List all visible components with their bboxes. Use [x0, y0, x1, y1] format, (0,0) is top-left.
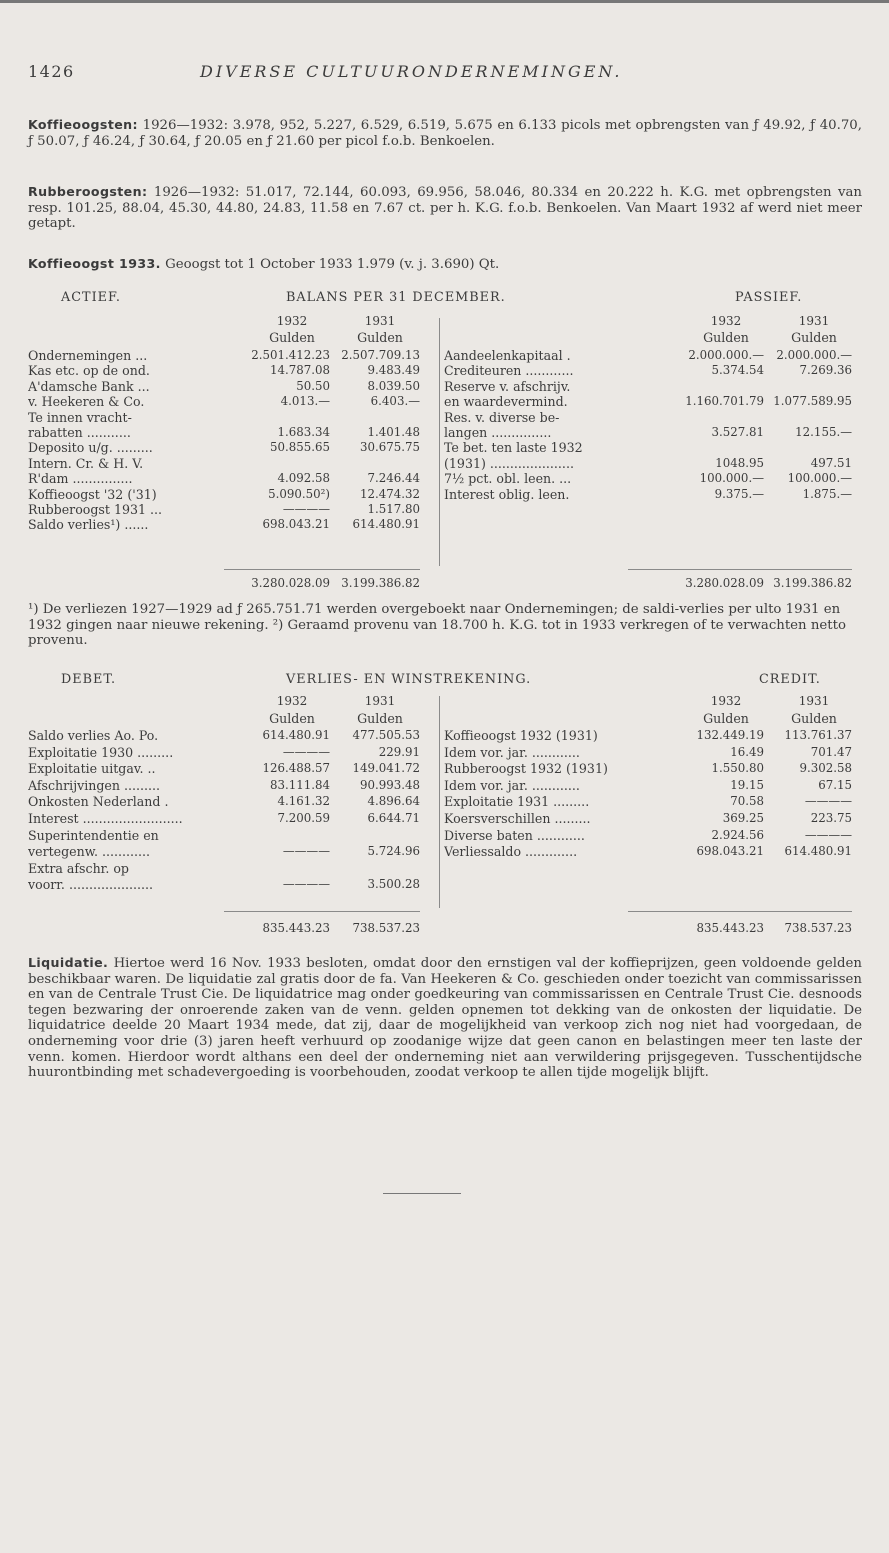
verlies-row-value-1931: 701.47 [810, 744, 852, 759]
verlies-row-value-1931: 477.505.53 [352, 728, 420, 742]
balans-row-label: 7½ pct. obl. leen. ... [444, 471, 572, 487]
balans-row-value-1932: 14.787.08 [269, 363, 330, 378]
balans-right-total-rule [628, 569, 852, 570]
verlies-row-value-1932: 1.550.80 [711, 761, 764, 776]
verlies-right-year-1931: 1931 [798, 694, 830, 708]
verlies-row-label: vertegenw. ............ [28, 844, 151, 860]
verlies-row-value-1932: 19.15 [730, 777, 764, 792]
balans-total-left-1931: 3.199.386.82 [341, 576, 420, 590]
verlies-row-label: Exploitatie 1930 ......... [28, 744, 174, 760]
balans-row-label: Kas etc. op de ond. [28, 363, 150, 379]
verlies-row-value-1932: 614.480.91 [262, 728, 330, 742]
verlies-row-value-1932: 369.25 [722, 811, 764, 825]
balans-row-value-1931: 8.039.50 [367, 378, 420, 393]
balans-row-value-1932: 698.043.21 [262, 517, 330, 532]
balans-row-value-1931: 497.51 [810, 455, 852, 470]
verlies-total-right-1932: 835.443.23 [696, 921, 764, 935]
verlies-row-label: voorr. ..................... [28, 877, 154, 893]
balans-row-label: en waardevermind. [444, 394, 568, 410]
balans-row-value-1932: 2.501.412.23 [251, 348, 330, 362]
balans-row-label: Interest oblig. leen. [444, 486, 570, 502]
verlies-row-value-1932: 83.111.84 [269, 777, 330, 792]
verlies-debet-heading: DEBET. [61, 672, 117, 687]
balans-row-value-1932: 1.683.34 [277, 425, 330, 439]
balans-row-label: Aandeelenkapitaal . [444, 348, 571, 363]
balans-row-value-1932: 50.855.65 [269, 440, 330, 455]
balans-row-label: v. Heekeren & Co. [28, 394, 145, 410]
balans-total-right-1931: 3.199.386.82 [773, 576, 852, 590]
balans-title: BALANS PER 31 DECEMBER. [286, 290, 506, 305]
balans-right-unit-1932: Gulden [703, 330, 749, 345]
verlies-row-value-1931: ———— [804, 827, 852, 842]
verlies-row-value-1932: 4.161.32 [277, 794, 330, 809]
verlies-total-left-1931: 738.537.23 [352, 921, 420, 935]
koffieoogst-1933-label: Koffieoogst 1933. [28, 256, 161, 271]
liquidatie-text: Hiertoe werd 16 Nov. 1933 besloten, omdat door den ernstigen val der koffieprijzen, geen voldoende gelden beschikbaar waren. De liquidatie zal gratis door de fa. Van Heekeren & Co. geschieden onder toezicht van commissarissen en van de Centrale Trust Cie. De liquidatrice mag onder goedkeuring van commissarissen en Centrale Trust Cie. desnoods tegen bezwaring der onroerende zaken van de venn. gelden opnemen tot dekking van de onkosten der liquidatie. De liquidatrice deelde 20 Maart 1934 mede, dat zij, daar de mogelijkheid van verkoop zich nog niet had voorgedaan, de onderneming voor drie (3) jaren heeft verhuurd op zoodanige wijze dat geen canon en belastingen meer ten laste der venn. komen. Hierdoor wordt althans een deel der onderneming niet aan verwildering prijsgegeven. Tusschentijdsche huurontbinding met schadevergoeding is voorbehouden, zoodat verkoop te allen tijde mogelijk blijft. [28, 956, 862, 1081]
rubberoogsten-label: Rubberoogsten: [28, 184, 148, 199]
verlies-row-value-1931: 149.041.72 [352, 761, 420, 776]
balans-left-year-1931: 1931 [364, 314, 396, 328]
verlies-row-label: Idem vor. jar. ............ [444, 744, 580, 760]
verlies-row-label: Onkosten Nederland . [28, 794, 169, 810]
verlies-row-value-1932: ———— [282, 844, 330, 859]
liquidatie-paragraph [28, 955, 862, 1081]
koffieoogst-1933-paragraph [28, 256, 862, 273]
balans-row-label: R'dam ............... [28, 471, 133, 487]
verlies-row-value-1931: 229.91 [378, 744, 420, 759]
balans-row-label: Deposito u/g. ......... [28, 440, 153, 456]
verlies-title: VERLIES- EN WINSTREKENING. [286, 672, 532, 687]
verlies-row-label: Rubberoogst 1932 (1931) [444, 761, 608, 777]
verlies-left-total-rule [224, 911, 420, 912]
verlies-right-year-1932: 1932 [710, 694, 742, 708]
verlies-row-value-1931: 614.480.91 [784, 844, 852, 859]
page-number: 1426 [28, 62, 75, 81]
verlies-row-value-1932: 2.924.56 [711, 827, 764, 842]
balans-total-right-1932: 3.280.028.09 [685, 576, 764, 590]
verlies-row-value-1931: 9.302.58 [799, 761, 852, 776]
balans-row-value-1932: 4.013.— [280, 394, 330, 409]
rubberoogsten-text: 1926—1932: 51.017, 72.144, 60.093, 69.956, 58.046, 80.334 en 20.222 h. K.G. met opbrengsten van resp. 101.25, 88.04, 45.30, 44.80, 24.83, 11.58 en 7.67 ct. per h. K.G. f.o.b. Benkoelen. Van Maart 1932 af werd niet meer getapt. [28, 185, 862, 232]
koffieoogsten-label: Koffieoogsten: [28, 117, 138, 132]
balans-row-value-1931: 2.507.709.13 [341, 348, 420, 362]
balans-row-value-1932: 1048.95 [715, 455, 764, 470]
verlies-row-value-1932: 132.449.19 [696, 728, 764, 742]
verlies-row-value-1931: 223.75 [810, 811, 852, 825]
balans-total-left-1932: 3.280.028.09 [251, 576, 330, 590]
balans-row-value-1932: 4.092.58 [277, 471, 330, 486]
balans-row-label: Res. v. diverse be- [444, 409, 560, 425]
balans-row-label: Te bet. ten laste 1932 [444, 440, 583, 456]
rubberoogsten-paragraph [28, 184, 862, 232]
verlies-row-value-1932: 7.200.59 [277, 811, 330, 825]
balans-column-divider [439, 318, 440, 566]
verlies-row-label: Exploitatie uitgav. .. [28, 761, 156, 777]
balans-row-label: Koffieoogst '32 ('31) [28, 486, 157, 502]
verlies-total-left-1932: 835.443.23 [262, 921, 330, 935]
verlies-row-value-1932: ———— [282, 744, 330, 759]
verlies-row-value-1932: 70.58 [730, 794, 764, 809]
balans-row-label: Intern. Cr. & H. V. [28, 455, 144, 471]
balans-row-value-1931: 1.517.80 [367, 502, 420, 516]
verlies-row-value-1932: 126.488.57 [262, 761, 330, 776]
balans-row-value-1931: 1.875.— [802, 486, 852, 501]
verlies-row-label: Saldo verlies Ao. Po. [28, 728, 159, 743]
running-title: DIVERSE CULTUURONDERNEMINGEN. [200, 62, 623, 81]
verlies-row-label: Verliessaldo ............. [444, 844, 578, 860]
balans-left-unit-1932: Gulden [269, 330, 315, 345]
verlies-left-unit-1932: Gulden [269, 711, 315, 726]
balans-row-value-1932: 50.50 [296, 378, 330, 393]
verlies-row-label: Interest ......................... [28, 811, 183, 826]
balans-row-value-1931: 12.474.32 [359, 486, 420, 501]
verlies-row-value-1932: ———— [282, 877, 330, 892]
verlies-row-value-1931: ———— [804, 794, 852, 809]
balans-row-value-1932: ———— [282, 502, 330, 516]
page-header [28, 62, 862, 86]
verlies-row-label: Exploitatie 1931 ......... [444, 794, 590, 810]
balans-right-year-1931: 1931 [798, 314, 830, 328]
balans-table [28, 290, 862, 595]
balans-row-value-1932: 100.000.— [699, 471, 764, 486]
balans-row-value-1931: 12.155.— [795, 425, 852, 439]
verlies-winst-table [28, 672, 862, 944]
balans-row-value-1931: 1.077.589.95 [773, 394, 852, 409]
balans-passief-heading: PASSIEF. [735, 290, 803, 305]
balans-left-unit-1931: Gulden [357, 330, 403, 345]
koffieoogst-1933-text: Geoogst tot 1 October 1933 1.979 (v. j. 3.690) Qt. [165, 257, 500, 272]
verlies-right-unit-1932: Gulden [703, 711, 749, 726]
verlies-right-total-rule [628, 911, 852, 912]
balans-row-value-1931: 7.269.36 [799, 363, 852, 378]
verlies-row-value-1931: 6.644.71 [367, 811, 420, 825]
balans-row-value-1932: 5.090.50²) [268, 486, 330, 501]
balans-row-value-1931: 30.675.75 [359, 440, 420, 455]
balans-row-label: Crediteuren ............ [444, 363, 574, 379]
page-top-rule [0, 0, 889, 3]
balans-row-label: Saldo verlies¹) ...... [28, 517, 149, 533]
end-separator [383, 1193, 461, 1194]
verlies-row-label: Koersverschillen ......... [444, 811, 591, 826]
balans-right-unit-1931: Gulden [791, 330, 837, 345]
balans-row-label: Te innen vracht- [28, 409, 132, 425]
verlies-row-label: Koffieoogst 1932 (1931) [444, 728, 598, 743]
balans-row-label: A'damsche Bank ... [28, 378, 150, 394]
verlies-row-label: Superintendentie en [28, 827, 159, 843]
balans-actief-heading: ACTIEF. [61, 290, 121, 305]
balans-row-value-1931: 2.000.000.— [776, 348, 852, 362]
balans-row-value-1931: 614.480.91 [352, 517, 420, 532]
balans-row-value-1932: 5.374.54 [711, 363, 764, 378]
verlies-row-label: Afschrijvingen ......... [28, 777, 161, 793]
balans-row-label: Ondernemingen ... [28, 348, 148, 363]
verlies-left-unit-1931: Gulden [357, 711, 403, 726]
balans-row-value-1931: 9.483.49 [367, 363, 420, 378]
balans-row-label: (1931) ..................... [444, 455, 574, 471]
verlies-row-value-1932: 698.043.21 [696, 844, 764, 859]
balans-row-label: rabatten ........... [28, 425, 131, 440]
balans-row-value-1932: 2.000.000.— [688, 348, 764, 362]
verlies-left-year-1931: 1931 [364, 694, 396, 708]
balans-row-value-1931: 100.000.— [787, 471, 852, 486]
verlies-row-label: Idem vor. jar. ............ [444, 777, 580, 793]
balans-row-value-1932: 1.160.701.79 [685, 394, 764, 409]
balans-row-value-1931: 6.403.— [370, 394, 420, 409]
verlies-row-value-1931: 4.896.64 [367, 794, 420, 809]
balans-row-value-1931: 7.246.44 [367, 471, 420, 486]
balans-row-label: langen ............... [444, 425, 552, 440]
balans-row-label: Reserve v. afschrijv. [444, 378, 571, 394]
verlies-right-unit-1931: Gulden [791, 711, 837, 726]
verlies-left-year-1932: 1932 [276, 694, 308, 708]
balans-row-value-1932: 3.527.81 [711, 425, 764, 439]
verlies-row-value-1931: 90.993.48 [359, 777, 420, 792]
balans-right-year-1932: 1932 [710, 314, 742, 328]
koffieoogsten-text: 1926—1932: 3.978, 952, 5.227, 6.529, 6.519, 5.675 en 6.133 picols met opbrengsten van ƒ 49.92, ƒ 40.70, ƒ 50.07, ƒ 46.24, ƒ 30.64, ƒ 20.05 en ƒ 21.60 per picol f.o.b. Benkoelen. [28, 118, 862, 149]
balans-left-total-rule [224, 569, 420, 570]
verlies-row-value-1931: 113.761.37 [784, 728, 852, 742]
verlies-row-value-1931: 67.15 [818, 777, 852, 792]
balans-row-value-1932: 9.375.— [714, 486, 764, 501]
liquidatie-label: Liquidatie. [28, 955, 109, 970]
verlies-row-label: Diverse baten ............ [444, 827, 585, 843]
verlies-credit-heading: CREDIT. [759, 672, 821, 687]
verlies-row-value-1931: 3.500.28 [367, 877, 420, 892]
koffieoogsten-paragraph [28, 117, 862, 149]
verlies-row-label: Extra afschr. op [28, 860, 129, 876]
verlies-row-value-1932: 16.49 [730, 744, 764, 759]
balans-left-year-1932: 1932 [276, 314, 308, 328]
balans-footnote: ¹) De verliezen 1927—1929 ad ƒ 265.751.71 werden overgeboekt naar Ondernemingen; de saldi-verlies per ulto 1931 en 1932 gingen naar nieuwe rekening. ²) Geraamd provenu van 18.700 h. K.G. tot in 1933 verkregen of te verwachten netto provenu. [28, 602, 846, 649]
verlies-column-divider [439, 696, 440, 908]
balans-row-value-1931: 1.401.48 [367, 425, 420, 439]
verlies-row-value-1931: 5.724.96 [367, 844, 420, 859]
verlies-total-right-1931: 738.537.23 [784, 921, 852, 935]
balans-row-label: Rubberoogst 1931 ... [28, 502, 163, 517]
